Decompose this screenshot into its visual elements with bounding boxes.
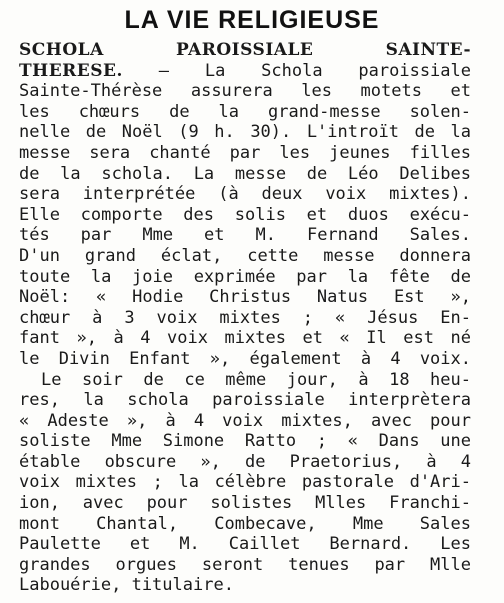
article-line: mont Chantal, Combecave, Mme Sales (19, 513, 471, 534)
article-line: sera interprétée (à deux voix mixtes). (19, 184, 471, 205)
article-line (19, 40, 471, 61)
article-line: toute la joie exprimée par la fête de (19, 266, 471, 287)
article-line: étable obscure », de Praetorius, à 4 (19, 451, 471, 472)
article-line: tés par Mme et M. Fernand Sales. (19, 225, 471, 246)
article-line: res, la schola paroissiale interprètera (19, 390, 471, 411)
article-line: messe sera chanté par les jeunes filles (19, 142, 471, 163)
article-line: Noël: « Hodie Christus Natus Est », (19, 287, 471, 308)
article-line: Le soir de ce même jour, à 18 heu- (41, 369, 471, 390)
article-line: Sainte-Thérèse assurera les motets et (19, 81, 471, 102)
article-line: soliste Mme Simone Ratto ; « Dans une (19, 431, 471, 452)
article-line: Paulette et M. Caillet Bernard. Les (19, 534, 471, 555)
article-lead-text: THERESE. (19, 60, 123, 81)
article-line: voix mixtes ; la célèbre pastorale d'Ari- (19, 472, 471, 493)
article-line: « Adeste », à 4 voix mixtes, avec pour (19, 410, 471, 431)
article-line: chœur à 3 voix mixtes ; « Jésus En- (19, 307, 471, 328)
article-line: Labouérie, titulaire. (19, 575, 234, 596)
article-line: le Divin Enfant », également à 4 voix. (19, 348, 471, 369)
article-line: nelle de Noël (9 h. 30). L'introït de la (19, 122, 471, 143)
article-line: Elle comporte des solis et duos exécu- (19, 204, 471, 225)
article-lead-text: SCHOLA PAROISSIALE SAINTE- (19, 40, 471, 60)
section-heading: LA VIE RELIGIEUSE (124, 6, 380, 34)
article-line: fant », à 4 voix mixtes et « Il est né (19, 328, 471, 349)
article-line-text: — La Schola paroissiale (122, 60, 471, 81)
article-line: grandes orgues seront tenues par Mlle (19, 554, 471, 575)
article-body (19, 40, 471, 596)
article-line: D'un grand éclat, cette messe donnera (19, 245, 471, 266)
article-line: les chœurs de la grand-messe solen- (19, 101, 471, 122)
article-line (19, 61, 471, 82)
article-line: ion, avec pour solistes Mlles Franchi- (19, 493, 471, 514)
article-line: de la schola. La messe de Léo Delibes (19, 163, 471, 184)
